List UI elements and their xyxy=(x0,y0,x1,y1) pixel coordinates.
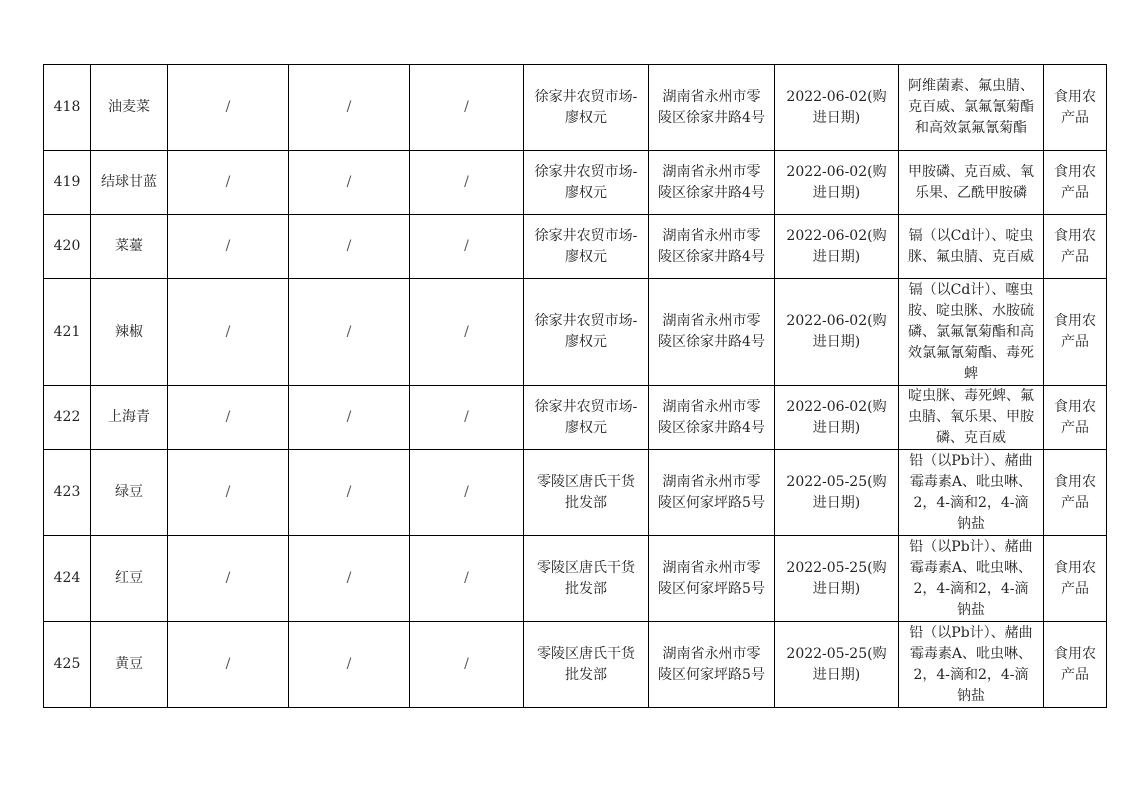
cell-no: 423 xyxy=(44,450,91,536)
cell-empty: / xyxy=(410,65,524,151)
cell-test-items: 铅（以Pb计）、赭曲霉毒素A、吡虫啉、2，4-滴和2，4-滴钠盐 xyxy=(899,450,1044,536)
cell-market: 徐家井农贸市场-廖权元 xyxy=(524,215,649,279)
cell-product-name: 辣椒 xyxy=(91,279,168,386)
table-row xyxy=(44,151,1107,215)
cell-product-name: 绿豆 xyxy=(91,450,168,536)
cell-market: 零陵区唐氏干货批发部 xyxy=(524,536,649,622)
table-row xyxy=(44,622,1107,708)
cell-empty: / xyxy=(289,215,410,279)
cell-date: 2022-06-02(购进日期) xyxy=(775,279,899,386)
cell-date: 2022-06-02(购进日期) xyxy=(775,65,899,151)
cell-market: 徐家井农贸市场-廖权元 xyxy=(524,386,649,450)
cell-empty: / xyxy=(168,279,289,386)
cell-market: 徐家井农贸市场-廖权元 xyxy=(524,279,649,386)
cell-market: 徐家井农贸市场-廖权元 xyxy=(524,151,649,215)
cell-market: 零陵区唐氏干货批发部 xyxy=(524,622,649,708)
cell-empty: / xyxy=(168,65,289,151)
cell-empty: / xyxy=(168,151,289,215)
cell-category: 食用农产品 xyxy=(1044,65,1107,151)
cell-address: 湖南省永州市零陵区何家坪路5号 xyxy=(649,450,775,536)
cell-test-items: 铅（以Pb计）、赭曲霉毒素A、吡虫啉、2，4-滴和2，4-滴钠盐 xyxy=(899,622,1044,708)
cell-product-name: 上海青 xyxy=(91,386,168,450)
cell-category: 食用农产品 xyxy=(1044,450,1107,536)
cell-empty: / xyxy=(410,450,524,536)
cell-empty: / xyxy=(410,536,524,622)
cell-address: 湖南省永州市零陵区徐家井路4号 xyxy=(649,151,775,215)
cell-address: 湖南省永州市零陵区徐家井路4号 xyxy=(649,215,775,279)
cell-product-name: 油麦菜 xyxy=(91,65,168,151)
cell-market: 徐家井农贸市场-廖权元 xyxy=(524,65,649,151)
cell-empty: / xyxy=(168,215,289,279)
cell-date: 2022-06-02(购进日期) xyxy=(775,151,899,215)
cell-address: 湖南省永州市零陵区何家坪路5号 xyxy=(649,536,775,622)
cell-test-items: 镉（以Cd计）、噻虫胺、啶虫脒、水胺硫磷、氯氟氰菊酯和高效氯氟氰菊酯、毒死蜱 xyxy=(899,279,1044,386)
cell-empty: / xyxy=(410,151,524,215)
cell-empty: / xyxy=(289,622,410,708)
cell-address: 湖南省永州市零陵区徐家井路4号 xyxy=(649,65,775,151)
table-row xyxy=(44,386,1107,450)
cell-test-items: 铅（以Pb计）、赭曲霉毒素A、吡虫啉、2，4-滴和2，4-滴钠盐 xyxy=(899,536,1044,622)
cell-empty: / xyxy=(289,279,410,386)
cell-category: 食用农产品 xyxy=(1044,622,1107,708)
cell-product-name: 红豆 xyxy=(91,536,168,622)
cell-date: 2022-06-02(购进日期) xyxy=(775,215,899,279)
cell-category: 食用农产品 xyxy=(1044,215,1107,279)
cell-empty: / xyxy=(289,450,410,536)
cell-date: 2022-05-25(购进日期) xyxy=(775,536,899,622)
cell-empty: / xyxy=(289,151,410,215)
cell-date: 2022-06-02(购进日期) xyxy=(775,386,899,450)
cell-category: 食用农产品 xyxy=(1044,386,1107,450)
table-row xyxy=(44,215,1107,279)
cell-address: 湖南省永州市零陵区徐家井路4号 xyxy=(649,279,775,386)
cell-test-items: 镉（以Cd计）、啶虫脒、氟虫腈、克百威 xyxy=(899,215,1044,279)
cell-empty: / xyxy=(168,386,289,450)
cell-empty: / xyxy=(289,386,410,450)
cell-empty: / xyxy=(168,450,289,536)
cell-empty: / xyxy=(289,536,410,622)
cell-no: 419 xyxy=(44,151,91,215)
cell-no: 418 xyxy=(44,65,91,151)
cell-empty: / xyxy=(289,65,410,151)
cell-no: 422 xyxy=(44,386,91,450)
cell-category: 食用农产品 xyxy=(1044,151,1107,215)
table-row xyxy=(44,279,1107,386)
table-row xyxy=(44,536,1107,622)
cell-date: 2022-05-25(购进日期) xyxy=(775,622,899,708)
cell-empty: / xyxy=(168,536,289,622)
cell-empty: / xyxy=(410,279,524,386)
table-row xyxy=(44,65,1107,151)
cell-empty: / xyxy=(410,386,524,450)
cell-no: 420 xyxy=(44,215,91,279)
cell-test-items: 甲胺磷、克百威、氧乐果、乙酰甲胺磷 xyxy=(899,151,1044,215)
cell-no: 421 xyxy=(44,279,91,386)
inspection-table xyxy=(43,64,1107,708)
cell-category: 食用农产品 xyxy=(1044,536,1107,622)
cell-product-name: 结球甘蓝 xyxy=(91,151,168,215)
cell-product-name: 黄豆 xyxy=(91,622,168,708)
cell-category: 食用农产品 xyxy=(1044,279,1107,386)
cell-market: 零陵区唐氏干货批发部 xyxy=(524,450,649,536)
cell-test-items: 啶虫脒、毒死蜱、氟虫腈、氧乐果、甲胺磷、克百威 xyxy=(899,386,1044,450)
cell-no: 425 xyxy=(44,622,91,708)
cell-empty: / xyxy=(168,622,289,708)
table-row xyxy=(44,450,1107,536)
cell-product-name: 菜薹 xyxy=(91,215,168,279)
cell-address: 湖南省永州市零陵区徐家井路4号 xyxy=(649,386,775,450)
cell-test-items: 阿维菌素、氟虫腈、克百威、氯氟氰菊酯和高效氯氟氰菊酯 xyxy=(899,65,1044,151)
cell-empty: / xyxy=(410,215,524,279)
cell-address: 湖南省永州市零陵区何家坪路5号 xyxy=(649,622,775,708)
cell-empty: / xyxy=(410,622,524,708)
cell-no: 424 xyxy=(44,536,91,622)
cell-date: 2022-05-25(购进日期) xyxy=(775,450,899,536)
